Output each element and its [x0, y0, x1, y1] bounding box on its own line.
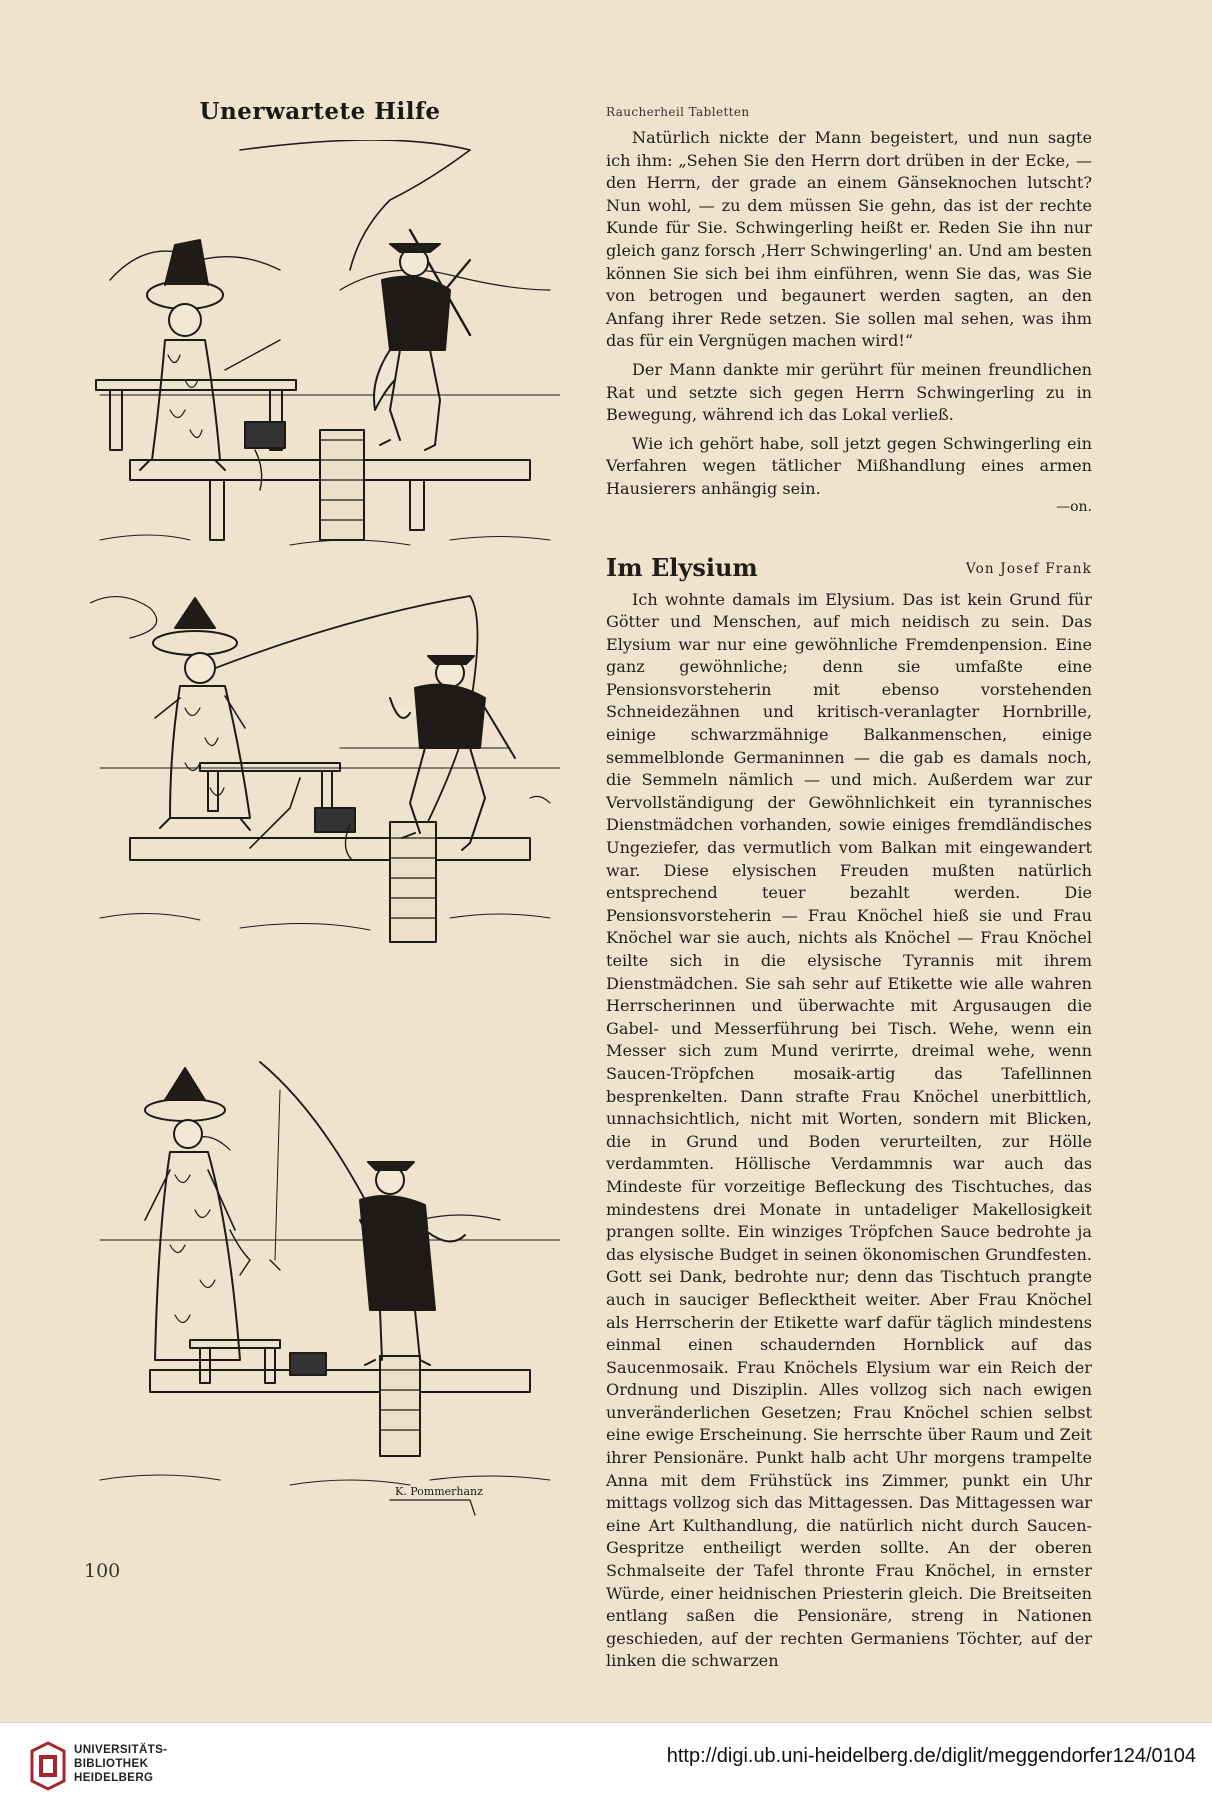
library-name [74, 1743, 167, 1785]
article-header [606, 553, 1092, 583]
text-column [606, 104, 1092, 1673]
permalink-url[interactable]: http://digi.ub.uni-heidelberg.de/diglit/meggendorfer124/0104 [666, 1745, 1196, 1767]
page-number: 100 [84, 1560, 121, 1582]
library-logo-icon[interactable] [28, 1741, 68, 1795]
library-name-line-1: UNIVERSITÄTS- [74, 1744, 168, 1756]
article-paragraph: Ich wohnte damals im Elysium. Das ist kein Grund für Götter und Menschen, auf mich neidisch zu sein. Das Elysium war nur eine gewöhnliche Fremdenpension. Eine ganz gewöhnliche; denn sie umfaßte eine Pensionsvorsteherin mit ebenso vorstehenden Schneidezähnen und kritisch-veranlagter Hornbrille, einige schwarzmähnige Balkanmenschen, einige semmelblonde Germaninnen — die gab es damals noch, die Semmeln nämlich — und mich. Außerdem war zur Vervollständigung der Gewöhnlichkeit ein tyrannisches Dienstmädchen vorhanden, sowie einiges fremdländisches Ungeziefer, das vermutlich vom Balkan mit eingewandert war. Diese elysischen Freuden mußten natürlich entsprechend teuer bezahlt werden. Die Pensionsvorsteherin — Frau Knöchel hieß sie und Frau Knöchel war sie auch, nichts als Knöchel — Frau Knöchel teilte sich in die elysische Tyrannis mit ihrem Dienstmädchen. Sie sah sehr auf Etikette wie alle wahren Herrscherinnen und überwachte mit Argusaugen die Gabel- und Messerführung bei Tisch. Wehe, wenn ein Messer sich zum Mund verirrte, dreimal wehe, wenn Saucen-Tröpfchen mosaik-artig das Tafellinnen besprenkelten. Dann strafte Frau Knöchel unerbittlich, unnachsichtlich, nicht mit Worten, sondern mit Blicken, die in Grund und Boden verurteilten, zur Hölle verdammten. Höllische Verdammnis war auch das Mindeste für vorzeitige Befleckung des Tischtuches, das mindestens drei Monate in untadeliger Makellosigkeit prangen sollte. Ein winziges Tröpfchen Sauce bedrohte ja das elysische Budget in seinen ökonomischen Grundfesten. Gott sei Dank, bedrohte nur; denn das Tischtuch prangte auch in sauciger Beflecktheit weiter. Aber Frau Knöchel als Herrscherin der Etikette warf dafür täglich mindestens einmal einen schaudernden Hornblick auf das Saucenmosaik. Frau Knöchels Elysium war ein Reich der Ordnung und Disziplin. Alles vollzog sich nach ewigen unveränderlichen Gesetzen; Frau Knöchel schien selbst eine ewige Erscheinung. Sie herrschte über Raum und Zeit ihrer Pensionäre. Punkt halb acht Uhr morgens trampelte Anna mit dem Frühstück ins Zimmer, punkt ein Uhr mittags vollzog sich das Mittagessen. Das Mittagessen war eine Art Kulthandlung, die natürlich nicht durch Saucen-Gespritze entheiligt werden sollte. An der oberen Schmalseite der Tafel thronte Frau Knöchel, in ernster Würde, einer heidnischen Priesterin gleich. Die Breitseiten entlang saßen die Pensionäre, streng in Nationen geschieden, auf der rechten Germaniens Töchter, auf der linken die schwarzen [606, 589, 1092, 1671]
story-paragraph-3: Wie ich gehört habe, soll jetzt gegen Schwingerling ein Verfahren wegen tätlicher Mißhandlung eines armen Hausierers anhängig sein. [606, 433, 1092, 498]
article-author: Von Josef Frank [965, 560, 1092, 577]
library-name-line-2: BIBLIOTHEK [74, 1758, 149, 1770]
cartoon-panel-1 [90, 140, 560, 560]
footer-bar [0, 1722, 1212, 1810]
article-title: Im Elysium [606, 552, 758, 582]
story-paragraph-1: Natürlich nickte der Mann begeistert, und nun sagte ich ihm: „Sehen Sie den Herrn dort drüben in der Ecke, — den Herrn, der grade an einem Gänseknochen lutscht? Nun wohl, — zu dem müssen Sie gehn, das ist der rechte Kunde für Sie. Schwingerling heißt er. Reden Sie ihn nur gleich ganz forsch ‚Herr Schwingerling' an. Und am besten können Sie sich bei ihm einführen, wenn Sie das, was Sie von betrogen und begaunert werden sagten, an den Anfang ihrer Rede setzen. Sie sollen mal sehen, was ihm das für ein Vergnügen machen wird!“ [606, 128, 1092, 351]
story-paragraph-2: Der Mann dankte mir gerührt für meinen freundlichen Rat und setzte sich gegen Herrn Schwingerling zu in Bewegung, während ich das Lokal verließ. [606, 359, 1092, 425]
running-head: Raucherheil Tabletten [606, 105, 750, 119]
cartoon-column [80, 92, 560, 1612]
artist-signature: K. Pommerhanz [395, 1485, 483, 1498]
article-body [606, 589, 1092, 1674]
cartoon-title: Unerwartete Hilfe [199, 98, 441, 125]
library-name-line-3: HEIDELBERG [74, 1772, 154, 1784]
cartoon-panel-2 [90, 588, 560, 1008]
cartoon-panel-3 [90, 1060, 560, 1530]
story-signature: —on. [1056, 498, 1092, 515]
